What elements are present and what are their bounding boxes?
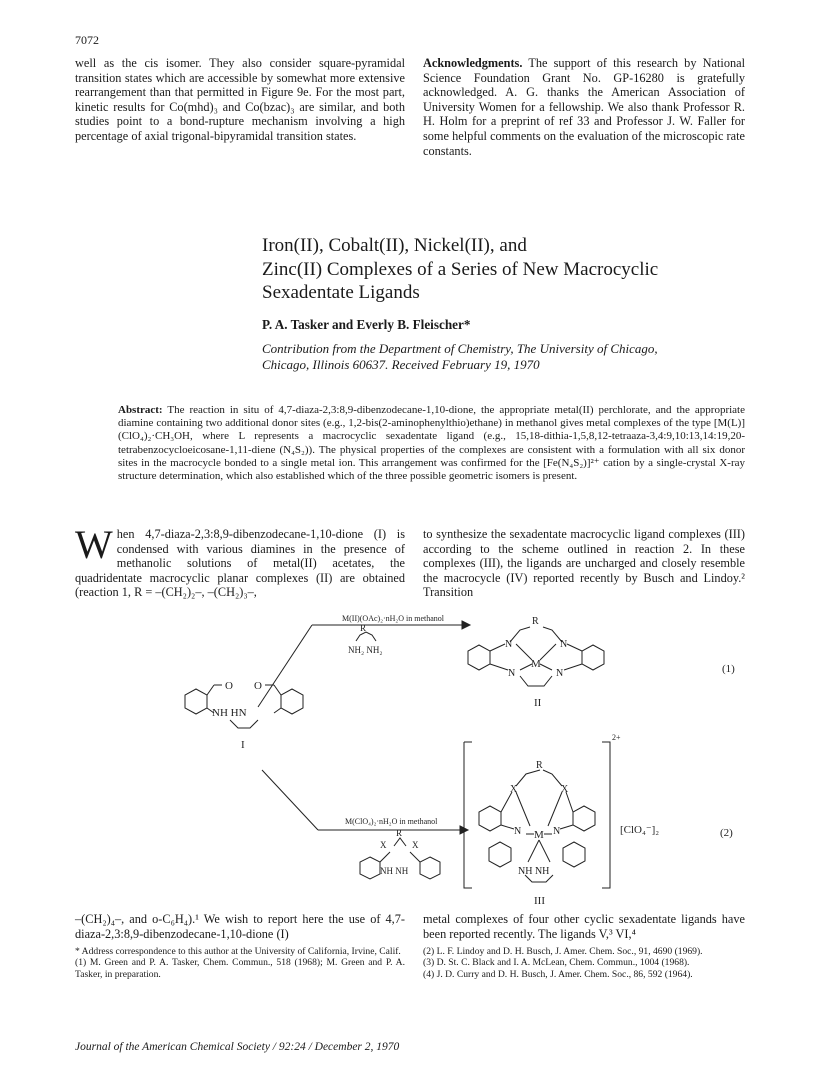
footnote: (1) M. Green and P. A. Tasker, Chem. Commun., 518 (1968); M. Green and P. A. Tasker, in preparation. (75, 957, 405, 980)
diamine-1-groups: NH₂ NH₂ (348, 645, 383, 655)
compound-III-N-right: N (553, 826, 561, 837)
abstract-label: Abstract: (118, 404, 163, 416)
footnotes-left (75, 946, 405, 980)
continuation-left-text: –(CH₂)₄–, and o-C₆H₄).¹ We wish to report here the use of 4,7-diaza-2,3:8,9-dibenzodecane-1,10-dione (I) (75, 912, 405, 941)
reaction-1-number: (1) (722, 663, 735, 675)
compound-II-R: R (532, 616, 539, 627)
counterion-label: [ClO₄⁻]₂ (620, 824, 660, 836)
label-II: II (534, 697, 542, 709)
arrow-1-diagonal (258, 625, 312, 707)
compound-II-N-tl: N (505, 639, 513, 650)
footnote: * Address correspondence to this author at the University of California, Irvine, Calif. (75, 946, 401, 957)
received-line: Chicago, Illinois 60637. Received February 19, 1970 (262, 357, 540, 372)
reaction-2-number: (2) (720, 827, 733, 839)
label-I: I (241, 739, 245, 751)
diamine-1-bridge (356, 632, 376, 641)
title-line: Zinc(II) Complexes of a Series of New Macrocyclic (262, 258, 659, 280)
continuation-left (75, 912, 405, 941)
bracket-left (464, 742, 472, 888)
reagent-2-label: M(ClO₄)₂·nH₂O in methanol (345, 817, 438, 826)
diamine-2-groups: NH NH (380, 866, 409, 876)
compound-II-structure (468, 627, 604, 686)
bracket-right (602, 742, 610, 888)
diamine-2-R: R (396, 828, 403, 838)
compound-III-NHNH: NH NH (518, 866, 550, 877)
charge-label: 2+ (612, 733, 621, 742)
compound-III-M: M (534, 829, 544, 841)
intro-text: hen 4,7-diaza-2,3:8,9-dibenzodecane-1,10-dione (I) is condensed with various diamines in the presence of methanolic solutions of metal(II) acetates, the quadridentate macrocyclic planar complexes (II) are obtained (reaction 1, R = –(CH₂)₂–, –(CH₂)₃–, (75, 527, 405, 600)
journal-footer: Journal of the American Chemical Society / 92:24 / December 2, 1970 (75, 1041, 400, 1053)
label-III: III (534, 895, 545, 907)
previous-article-paragraph: well as the cis isomer. They also consider square-pyramidal transition states which are accessible by somewhat more extensive rearrangement than that permitted in Figure 9e. For the most part, kinetic results for Co(mhd)₃ and Co(bzac)₃ are similar, and both studies point to a bond-rupture mechanism involving a high percentage of axial trigonal-bipyramidal transition states. (75, 56, 405, 143)
compound-I-NHHN: NH HN (212, 707, 247, 719)
compound-III-R: R (536, 760, 543, 771)
title-line: Sexadentate Ligands (262, 282, 420, 303)
compound-II-N-br: N (556, 668, 564, 679)
compound-II-N-tr: N (560, 639, 568, 650)
footnotes-right (423, 946, 745, 980)
arrow-1-head (462, 621, 470, 629)
compound-III-X-left: X (510, 784, 518, 795)
acknowledgments-text: The support of this research by National Science Foundation Grant No. GP-16280 is gratefully acknowledged. A. G. thanks the American Association of University Women for a fellowship. We also thank Professor R. H. Holm for a preprint of ref 33 and Professor J. W. Faller for some helpful comments on the evaluation of the microscopic rate constants. (423, 56, 745, 158)
compound-II-M: M (531, 658, 541, 670)
diamine-2-X-right: X (412, 840, 419, 850)
footnote: (4) J. D. Curry and D. H. Busch, J. Amer. Chem. Soc., 86, 592 (1964). (423, 968, 693, 980)
compound-I-O-right: O (254, 680, 262, 692)
footnote: (2) L. F. Lindoy and D. H. Busch, J. Amer. Chem. Soc., 91, 4690 (1969). (423, 946, 703, 957)
reagent-1-label: M(II)(OAc)₂·nH₂O in methanol (342, 614, 444, 623)
compound-III-N-left: N (514, 826, 522, 837)
compound-I-O-left: O (225, 680, 233, 692)
arrow-2-diagonal (262, 770, 318, 830)
compound-III-X-right: X (561, 784, 569, 795)
drop-cap: W (75, 522, 113, 567)
acknowledgments-heading: Acknowledgments. (423, 56, 523, 70)
diamine-1-R: R (360, 623, 367, 633)
authors: P. A. Tasker and Everly B. Fleischer* (262, 317, 471, 332)
diamine-2-X-left: X (380, 840, 387, 850)
page-number: 7072 (75, 33, 99, 47)
title-line: Iron(II), Cobalt(II), Nickel(II), and (262, 235, 527, 256)
intro-right-paragraph: to synthesize the sexadentate macrocyclic ligand complexes (III) according to the scheme outlined in reaction 2. In these complexes (III), the ligands are uncharged and closely resemble the macrocycle (IV) reported recently by Busch and Lindoy.² Transition (423, 527, 745, 600)
affiliation-line: Contribution from the Department of Chemistry, The University of Chicago, (262, 341, 658, 356)
continuation-right (423, 912, 745, 941)
compound-II-N-bl: N (508, 668, 516, 679)
footnote: (3) D. St. C. Black and I. A. McLean, Chem. Commun., 1004 (1968). (423, 957, 690, 969)
abstract-text: The reaction in situ of 4,7-diaza-2,3:8,9-dibenzodecane-1,10-dione, the appropriate metal(II) perchlorate, and the appropriate diamine containing two additional donor sites (e.g., 1,2-bis(2-aminophenylthio)ethane) in methanol gives metal complexes of the type [M(L)](ClO₄)₂·CH₃OH, where L represents a macrocyclic sexadentate ligand (e.g., 15,18-dithia-1,5,8,12-tetraaza-3,4:9,10:13,14:19,20-tetrabenzocycloeicosane-1,11-diene (N₄S₂)). The physical properties of the complexes are consistent with a formulation with all six donor sites in the macrocycle bonded to a single metal ion. This arrangement was confirmed for the [Fe(N₄S₂)]²⁺ cation by a single-crystal X-ray structure determination, which also established which of the three possible geometric isomers is present. (118, 404, 745, 483)
continuation-right-text: metal complexes of four other cyclic sexadentate ligands have been reported recently. The ligands V,³ VI,⁴ (423, 912, 745, 941)
